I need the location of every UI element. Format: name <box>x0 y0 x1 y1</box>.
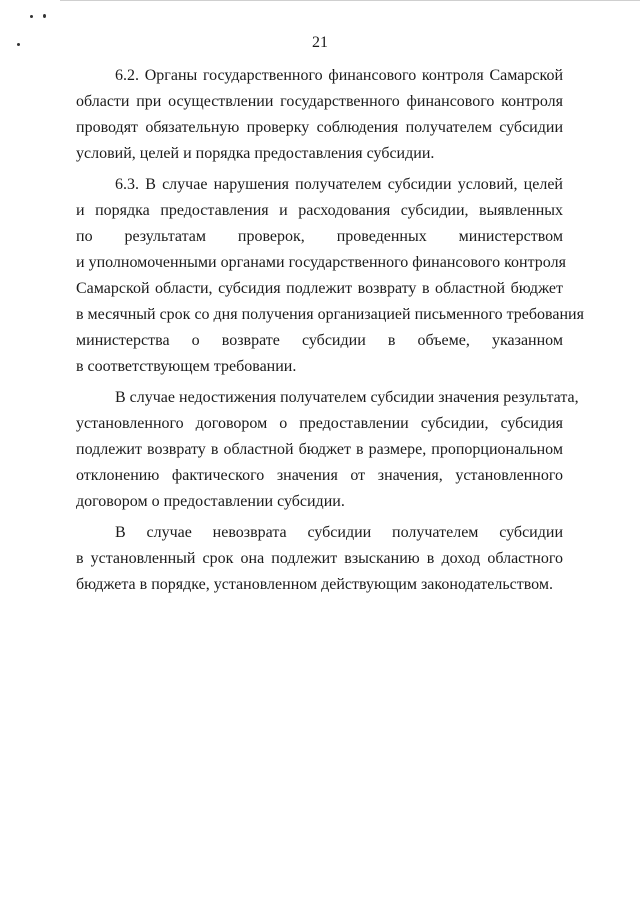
document-body <box>76 63 584 603</box>
text-line: договором о предоставлении субсидии. <box>76 493 345 510</box>
text-line: в соответствующем требовании. <box>76 358 297 375</box>
paragraph <box>76 63 563 167</box>
text-line: по результатам проверок, проведенных министерством <box>76 228 563 245</box>
text-line: В случае невозврата субсидии получателем субсидии <box>115 524 563 541</box>
text-line: 6.2. Органы государственного финансового контроля Самарской <box>115 67 563 84</box>
text-line: и уполномоченными органами государственного финансового контроля <box>76 254 566 271</box>
text-line: Самарской области, субсидия подлежит возврату в областной бюджет <box>76 280 563 297</box>
text-line: подлежит возврату в областной бюджет в размере, пропорциональном <box>76 441 563 458</box>
scan-speck <box>43 14 46 18</box>
text-line: проводят обязательную проверку соблюдения получателем субсидии <box>76 119 563 136</box>
text-line: В случае недостижения получателем субсидии значения результата, <box>115 389 579 406</box>
text-line: и порядка предоставления и расходования субсидии, выявленных <box>76 202 563 219</box>
scan-speck <box>30 15 33 18</box>
paragraph <box>76 385 579 515</box>
text-line: 6.3. В случае нарушения получателем субсидии условий, целей <box>115 176 563 193</box>
text-line: области при осуществлении государственного финансового контроля <box>76 93 563 110</box>
text-line: в установленный срок она подлежит взысканию в доход областного <box>76 550 563 567</box>
text-line: отклонению фактического значения от значения, установленного <box>76 467 563 484</box>
text-line: установленного договором о предоставлении субсидии, субсидия <box>76 415 563 432</box>
paragraph <box>76 520 563 598</box>
text-line: министерства о возврате субсидии в объеме, указанном <box>76 332 563 349</box>
text-line: условий, целей и порядка предоставления субсидии. <box>76 145 435 162</box>
paragraph <box>76 172 584 380</box>
scan-edge <box>60 0 640 1</box>
text-line: бюджета в порядке, установленном действующим законодательством. <box>76 576 553 593</box>
page-number: 21 <box>312 34 328 51</box>
text-line: в месячный срок со дня получения организацией письменного требования <box>76 306 584 323</box>
